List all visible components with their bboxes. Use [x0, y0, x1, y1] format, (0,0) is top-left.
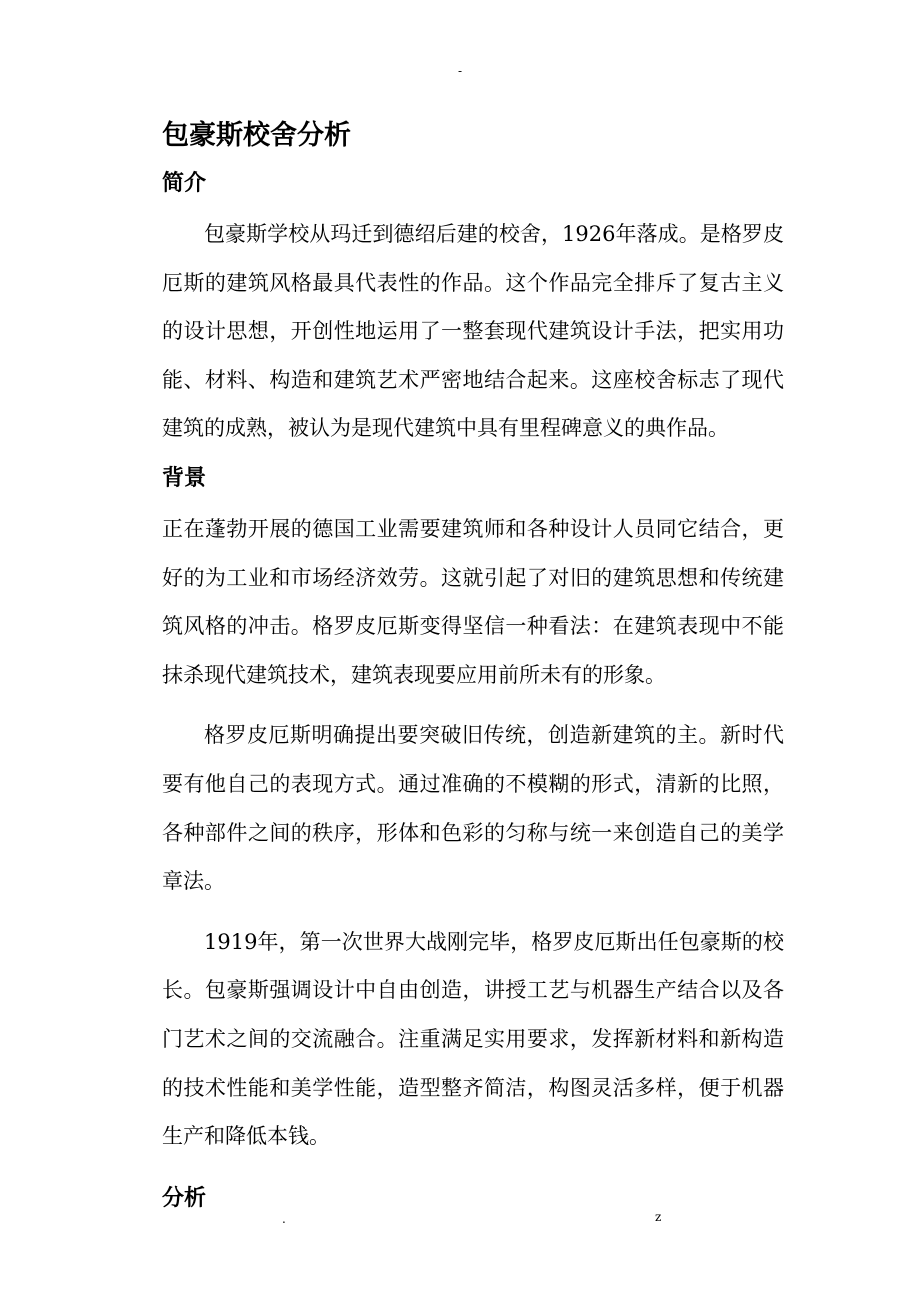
- section-heading-background: 背景: [162, 465, 207, 491]
- footer-left-mark: .: [282, 1212, 286, 1226]
- background-paragraph-2: 格罗皮厄斯明确提出要突破旧传统，创造新建筑的主。新时代要有他自己的表现方式。通过准确的不模糊的形式，清新的比照，各种部件之间的秩序，形体和色彩的匀称与统一来创造自己的美学章法。: [162, 723, 784, 894]
- section-heading-analysis: 分析: [162, 1185, 207, 1211]
- background-paragraph-3: 1919年，第一次世界大战刚完毕，格罗皮厄斯出任包豪斯的校长。包豪斯强调设计中自由创造，讲授工艺与机器生产结合以及各门艺术之间的交流融合。注重满足实用要求，发挥新材料和新构造的技术性能和美学性能，造型整齐简洁，构图灵活多样，便于机器生产和降低本钱。: [162, 929, 784, 1149]
- document-body: [162, 114, 784, 1219]
- background-paragraph-1: 正在蓬勃开展的德国工业需要建筑师和各种设计人员同它结合，更好的为工业和市场经济效劳。这就引起了对旧的建筑思想和传统建筑风格的冲击。格罗皮厄斯变得坚信一种看法：在建筑表现中不能抹杀现代建筑技术，建筑表现要应用前所未有的形象。: [162, 516, 784, 687]
- intro-paragraph: 包豪斯学校从玛迁到德绍后建的校舍，1926年落成。是格罗皮厄斯的建筑风格最具代表性的作品。这个作品完全排斥了复古主义的设计思想，开创性地运用了一整套现代建筑设计手法，把实用功能、材料、构造和建筑艺术严密地结合起来。这座校舍标志了现代建筑的成熟，被认为是现代建筑中具有里程碑意义的典作品。: [162, 222, 784, 441]
- header-mark: -: [457, 64, 463, 78]
- footer-right-mark: z: [655, 1210, 662, 1224]
- document-title: 包豪斯校舍分析: [162, 120, 351, 151]
- section-heading-intro: 简介: [162, 171, 207, 196]
